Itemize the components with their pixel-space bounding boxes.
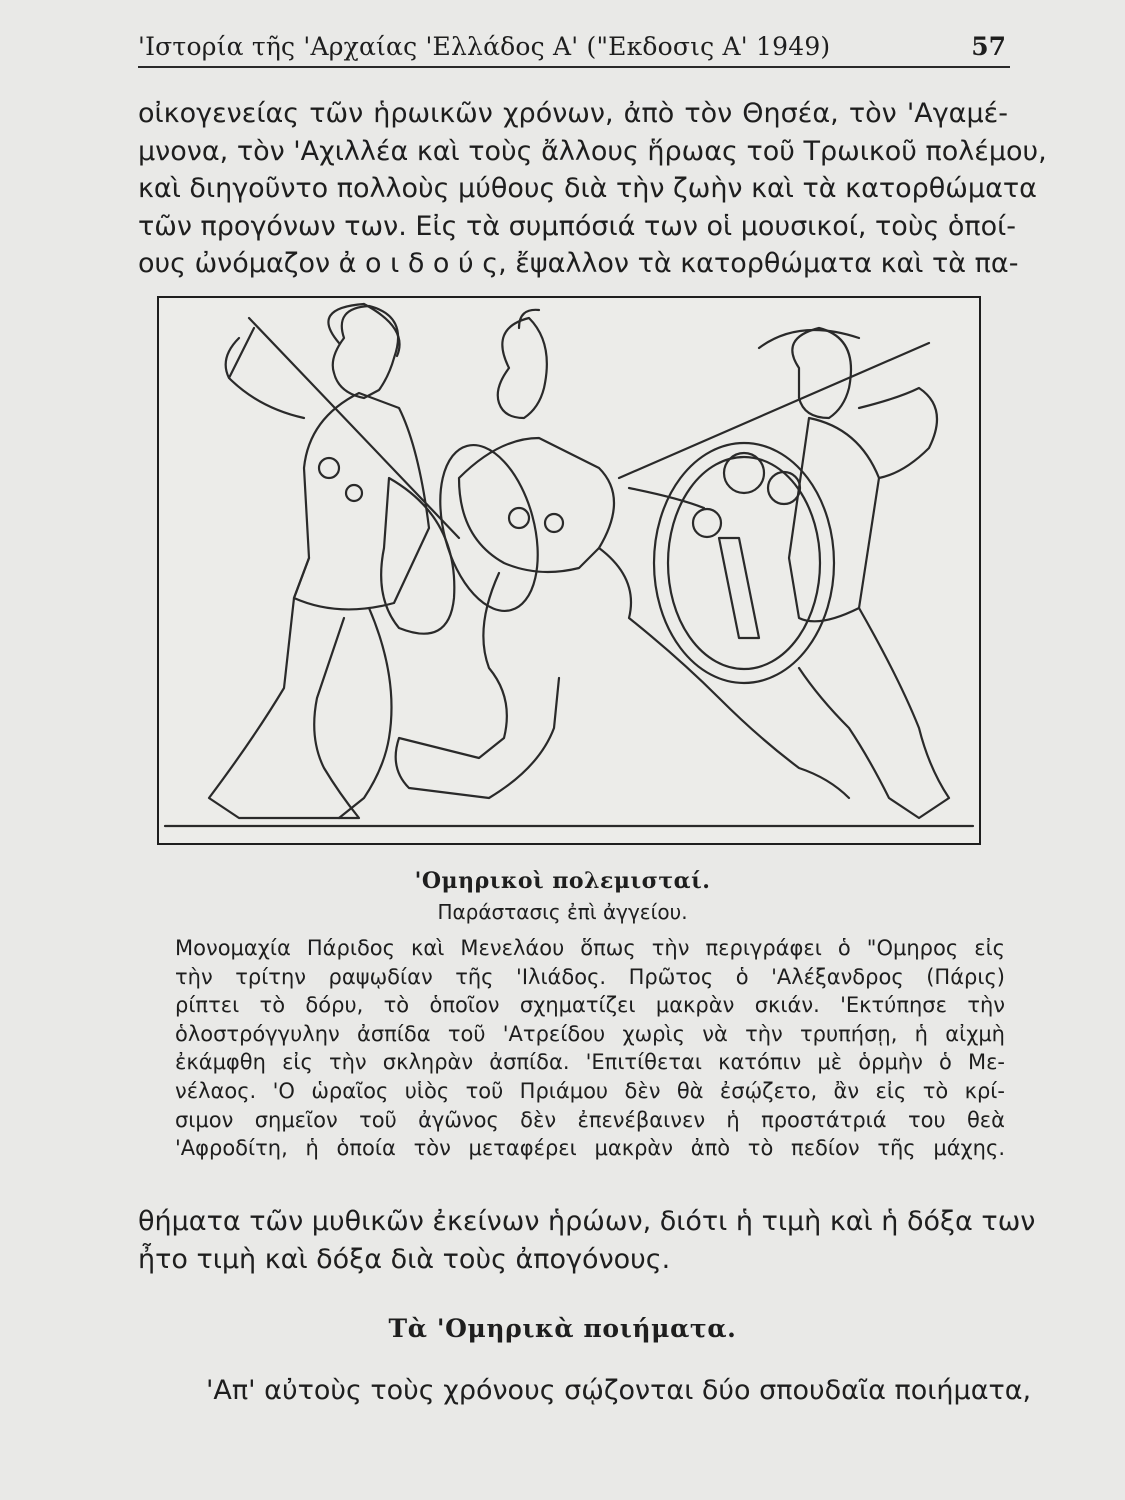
final-paragraph [138,1372,1032,1410]
caption-line: Μονομαχία Πάριδος καὶ Μενελάου ὅπως τὴν περιγράφει ὁ "Ομηρος εἰς [175,936,1005,960]
caption-line: ἐκάμφθη εἰς τὴν σκληρὰν ἀσπίδα. 'Επιτίθεται κατόπιν μὲ ὁρμὴν ὁ Με- [175,1050,1005,1075]
middle-shield [424,434,555,622]
middle-body [459,438,614,572]
caption-line: 'Αφροδίτη, ἡ ὁποία τὸν μεταφέρει μακρὰν ἀπὸ τὸ πεδίον τῆς μάχης. [175,1136,1005,1161]
left-corselet [294,393,429,609]
running-header [138,30,1010,68]
left-warrior [209,304,459,818]
page-number: 57 [971,32,1006,61]
header-title: 'Ιστορία τῆς 'Αρχαίας 'Ελλάδος Α' ("Εκδοσις Α' 1949) [138,32,831,61]
vase-painting-illustration [157,296,981,845]
caption-line: νέλαος. 'Ο ὡραῖος υἱὸς τοῦ Πριάμου δὲν θὰ ἐσῴζετο, ἂν εἰς τὸ κρί- [175,1078,1005,1103]
intro-paragraph [138,95,1047,283]
text-line: οἰκογενείας τῶν ἡρωικῶν χρόνων, ἀπὸ τὸν Θησέα, τὸν 'Αγαμέ- [138,98,1008,129]
left-spear [249,318,459,538]
right-body [789,418,879,621]
caption-line: ὁλοστρόγγυλην ἀσπίδα τοῦ 'Ατρείδου χωρὶς νὰ τὴν τρυπήσῃ, ἡ αἰχμὴ [175,1021,1005,1046]
middle-helmet [498,318,547,418]
caption-line: ρίπτει τὸ δόρυ, τὸ ὁποῖον σχηματίζει μακρὰν σκιάν. 'Εκτύπησε τὴν [175,993,1005,1018]
caption-line: σιμον σημεῖον τοῦ ἀγῶνος δὲν ἐπενέβαινεν ἡ προστάτριά του θεὰ [175,1107,1005,1132]
figure-caption-text [175,934,1005,1163]
text-line: μνονα, τὸν 'Αχιλλέα καὶ τοὺς ἄλλους ἥρωας τοῦ Τρωικοῦ πολέμου, [138,135,1047,167]
figure-caption-subtitle: Παράστασις ἐπὶ ἀγγείου. [437,900,688,924]
header-rule [138,66,1010,68]
caption-line: τὴν τρίτην ραψῳδίαν τῆς 'Ιλιάδος. Πρῶτος ὁ 'Αλέξανδρος (Πάρις) [175,964,1005,989]
warriors-drawing [159,298,979,843]
middle-warrior [396,310,849,798]
right-spear [619,343,929,478]
text-line: 'Απ' αὐτοὺς τοὺς χρόνους σῴζονται δύο σπουδαῖα ποιήματα, [206,1375,1032,1406]
text-line: ἦτο τιμὴ καὶ δόξα διὰ τοὺς ἀπογόνους. [138,1243,671,1275]
text-line: ους ὠνόμαζον ἀ ο ι δ ο ύ ς, ἔψαλλον τὰ κατορθώματα καὶ τὰ πα- [138,248,1019,279]
text-line: θήματα τῶν μυθικῶν ἐκείνων ἡρώων, διότι ἡ τιμὴ καὶ ἡ δόξα των [138,1206,1036,1237]
left-shield [381,478,454,634]
section-heading: Τὰ 'Ομηρικὰ ποιήματα. [388,1314,737,1343]
continuation-paragraph [138,1203,1036,1278]
right-warrior [619,328,949,818]
figure-caption-title: 'Ομηρικοὶ πολεμισταί. [414,868,711,894]
text-line: καὶ διηγοῦντο πολλοὺς μύθους διὰ τὴν ζωὴν καὶ τὰ κατορθώματα [138,173,1037,204]
right-helmet [792,328,851,418]
text-line: τῶν προγόνων των. Εἰς τὰ συμπόσιά των οἱ μουσικοί, τοὺς ὁποί- [138,210,1017,242]
